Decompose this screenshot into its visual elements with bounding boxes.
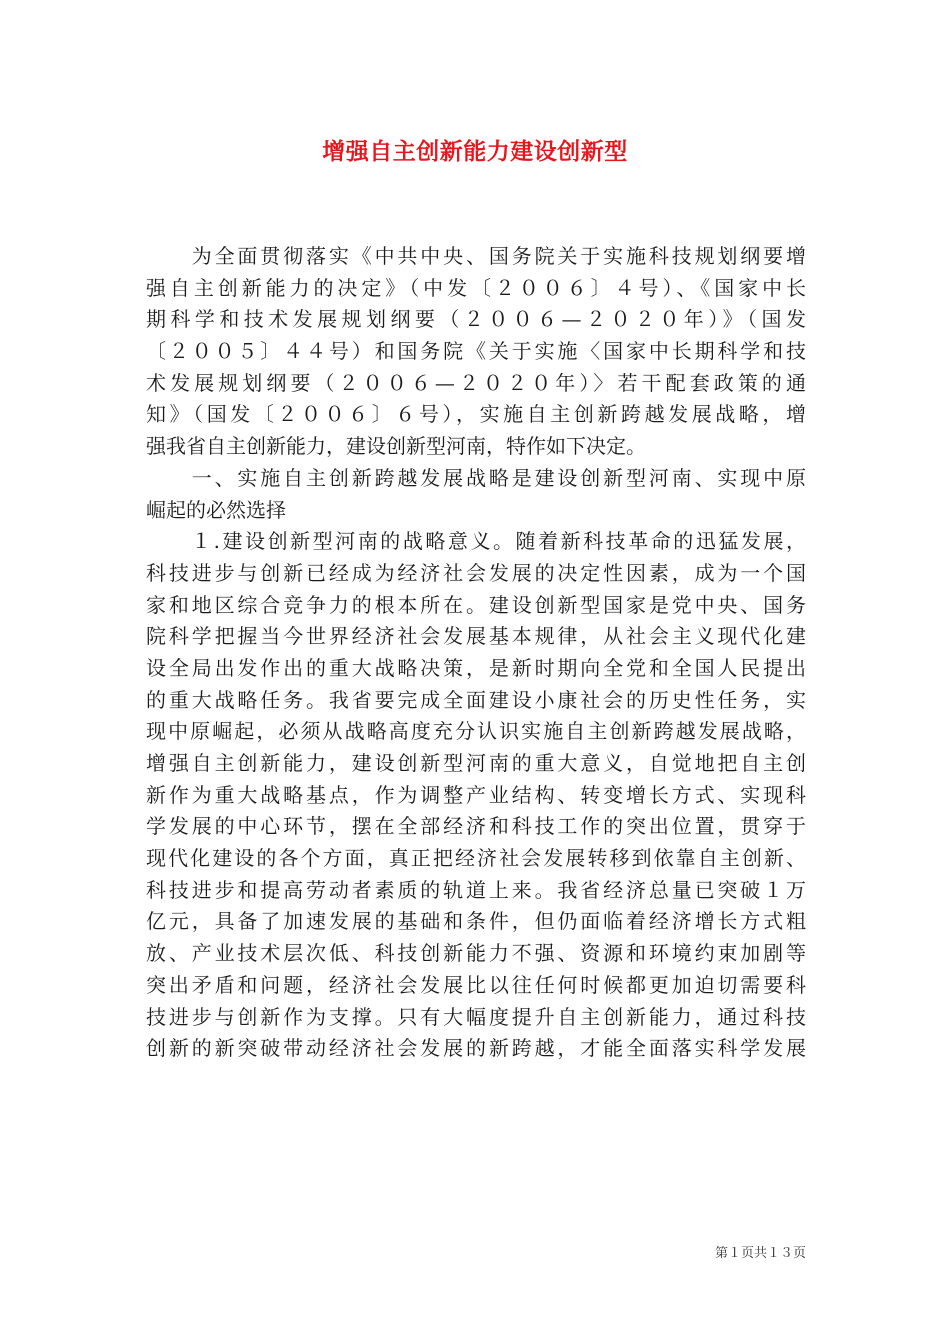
text-line: 知》（国发〔２００６〕６号），实施自主创新跨越发展战略，增 xyxy=(146,402,806,427)
text-line: 崛起的必然选择 xyxy=(146,497,286,522)
text-line: 强我省自主创新能力，建设创新型河南，特作如下决定。 xyxy=(146,434,646,459)
text-line: 一、实施自主创新跨越发展战略是建设创新型河南、实现中原 xyxy=(146,465,806,490)
text-line: 突出矛盾和问题，经济社会发展比以往任何时候都更加迫切需要科 xyxy=(146,972,806,997)
text-line: 强自主创新能力的决定》（中发〔２００６〕４号）、《国家中长 xyxy=(146,275,806,300)
text-line: 技进步与创新作为支撑。只有大幅度提升自主创新能力，通过科技 xyxy=(146,1004,806,1029)
text-line: 科技进步和提高劳动者素质的轨道上来。我省经济总量已突破１万 xyxy=(146,877,806,902)
text-line: 家和地区综合竞争力的根本所在。建设创新型国家是党中央、国务 xyxy=(146,592,806,617)
text-line: 的重大战略任务。我省要完成全面建设小康社会的历史性任务，实 xyxy=(146,687,806,712)
text-line: 院科学把握当今世界经济社会发展基本规律，从社会主义现代化建 xyxy=(146,624,806,649)
text-line: 科技进步与创新已经成为经济社会发展的决定性因素，成为一个国 xyxy=(146,560,806,585)
document-body xyxy=(146,241,806,1065)
text-line: 期科学和技术发展规划纲要（２００６—２０２０年）》（国发 xyxy=(146,307,806,332)
text-line: 亿元，具备了加速发展的基础和条件，但仍面临着经济增长方式粗 xyxy=(146,909,806,934)
text-line: 增强自主创新能力，建设创新型河南的重大意义，自觉地把自主创 xyxy=(146,751,806,775)
text-line: 术发展规划纲要（２００６—２０２０年）〉若干配套政策的通 xyxy=(146,370,806,395)
text-line: 创新的新突破带动经济社会发展的新跨越，才能全面落实科学发展 xyxy=(146,1036,806,1061)
text-line: 设全局出发作出的重大战略决策，是新时期向全党和全国人民提出 xyxy=(146,655,806,680)
document-title: 增强自主创新能力建设创新型 xyxy=(322,139,628,165)
text-line: 放、产业技术层次低、科技创新能力不强、资源和环境约束加剧等 xyxy=(146,941,806,966)
text-line: 〔２００５〕４４号）和国务院《关于实施〈国家中长期科学和技 xyxy=(146,339,806,364)
page-number-footer: 第１页共１３页 xyxy=(714,1246,806,1261)
text-line: 为全面贯彻落实《中共中央、国务院关于实施科技规划纲要增 xyxy=(146,244,806,268)
text-line: 新作为重大战略基点，作为调整产业结构、转变增长方式、实现科 xyxy=(146,782,806,807)
text-line: 学发展的中心环节，摆在全部经济和科技工作的突出位置，贯穿于 xyxy=(146,814,806,839)
text-line: １.建设创新型河南的战略意义。随着新科技革命的迅猛发展， xyxy=(146,529,806,554)
text-line: 现中原崛起，必须从战略高度充分认识实施自主创新跨越发展战略， xyxy=(146,719,806,744)
text-line: 现代化建设的各个方面，真正把经济社会发展转移到依靠自主创新、 xyxy=(146,846,806,871)
